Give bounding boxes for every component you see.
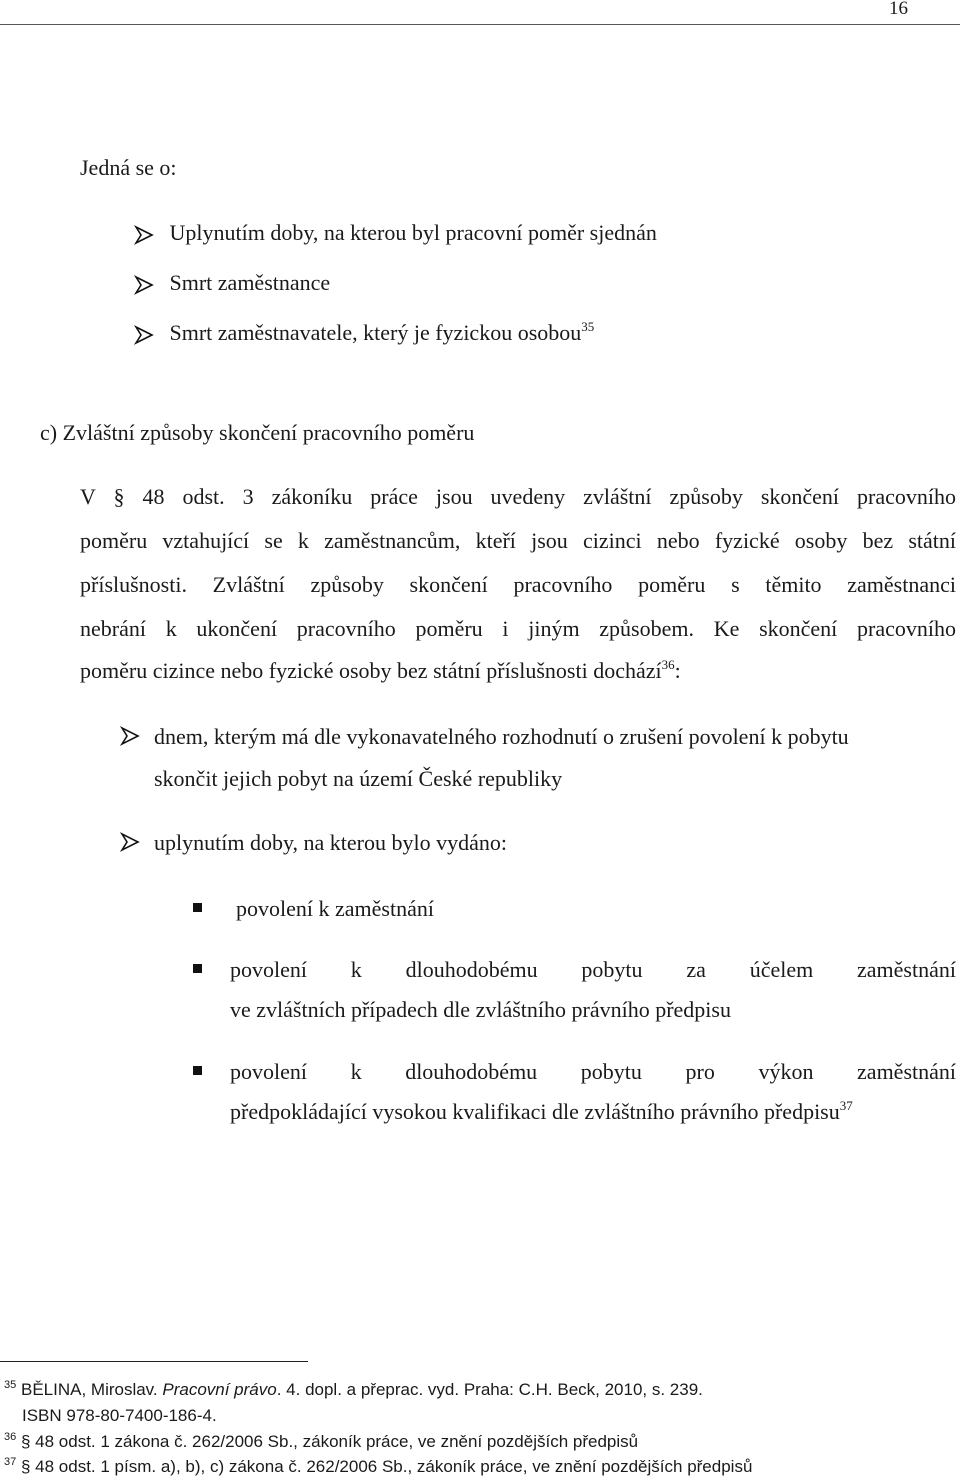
paragraph-line: poměru vztahující se k zaměstnancům, kteří jsou cizinci nebo fyzické osoby bez státní [80, 528, 956, 553]
arrow-bullet [120, 832, 140, 852]
footnote-text: § 48 odst. 1 písm. a), b), c) zákona č. 262/2006 Sb., zákoník práce, ve znění pozdějších předpisů [20, 1457, 753, 1476]
header-rule [0, 24, 960, 25]
footnote-text: § 48 odst. 1 zákona č. 262/2006 Sb., zákoník práce, ve znění pozdějších předpisů [20, 1432, 639, 1451]
footnote-ref[interactable]: 35 [581, 319, 595, 334]
arrowhead-bullet-icon [120, 832, 140, 852]
footnote-text: . 4. dopl. a přeprac. vyd. Praha: C.H. Beck, 2010, s. 239. [276, 1380, 703, 1399]
sublist-item-line: ve zvláštních případech dle zvláštního právního předpisu [230, 997, 731, 1022]
arrowhead-bullet-icon [120, 726, 140, 746]
footnote-35 [4, 1380, 703, 1400]
footnote-text: BĚLINA, Miroslav. [20, 1380, 163, 1399]
list-item [134, 272, 330, 295]
arrowhead-bullet-icon [134, 225, 154, 245]
list-item-text: Smrt zaměstnavatele, který je fyzickou osobou [169, 320, 582, 345]
footnote-isbn: ISBN 978-80-7400-186-4. [22, 1406, 217, 1425]
footnote-ref[interactable]: 37 [839, 1098, 853, 1113]
paragraph-line: nebrání k ukončení pracovního poměru i jiným způsobem. Ke skončení pracovního [80, 616, 956, 641]
section-heading: c) Zvláštní způsoby skončení pracovního poměru [40, 420, 475, 445]
footnote-separator [0, 1361, 308, 1362]
square-bullet-icon [193, 964, 202, 973]
footnote-number: 36 [4, 1431, 17, 1443]
arrowhead-bullet-icon [134, 325, 154, 345]
sublist-item-line: povolení k dlouhodobému pobytu za účelem zaměstnání [230, 957, 956, 982]
sublist-item-line-text: předpokládající vysokou kvalifikaci dle zvláštního právního předpisu [230, 1099, 840, 1124]
paragraph-line: příslušnosti. Zvláštní způsoby skončení pracovního poměru s těmito zaměstnanci [80, 572, 956, 597]
footnote-number: 37 [4, 1456, 17, 1468]
sublist-item-line [230, 1098, 853, 1124]
footnote-number: 35 [4, 1379, 17, 1391]
list-item [134, 319, 595, 345]
arrow-bullet [120, 726, 140, 746]
list-item-text: uplynutím doby, na kterou bylo vydáno: [154, 830, 507, 855]
paragraph-line-text: poměru cizince nebo fyzické osoby bez státní příslušnosti dochází [80, 658, 662, 683]
footnote-37 [4, 1457, 752, 1477]
sublist-item-line: povolení k dlouhodobému pobytu pro výkon zaměstnání [230, 1059, 956, 1084]
list-item-text: Uplynutím doby, na kterou byl pracovní poměr sjednán [169, 220, 657, 245]
list-item-line: skončit jejich pobyt na území České republiky [154, 766, 563, 791]
list-item-line: dnem, kterým má dle vykonavatelného rozhodnutí o zrušení povolení k pobytu [154, 724, 849, 749]
page-number: 16 [889, 0, 908, 19]
square-bullet-icon [193, 1066, 202, 1075]
list-item-text: Smrt zaměstnance [169, 270, 331, 295]
arrowhead-bullet-icon [134, 275, 154, 295]
paragraph-line-end: : [674, 658, 681, 683]
footnote-title: Pracovní právo [162, 1380, 277, 1399]
footnote-36 [4, 1432, 638, 1452]
sublist-item-text: povolení k zaměstnání [236, 896, 434, 921]
square-bullet-icon [193, 903, 202, 912]
intro-text: Jedná se o: [80, 155, 177, 180]
paragraph-line [80, 657, 681, 683]
paragraph-line: V § 48 odst. 3 zákoníku práce jsou uvedeny zvláštní způsoby skončení pracovního [80, 484, 956, 509]
footnote-ref[interactable]: 36 [661, 657, 675, 672]
list-item [134, 222, 657, 245]
